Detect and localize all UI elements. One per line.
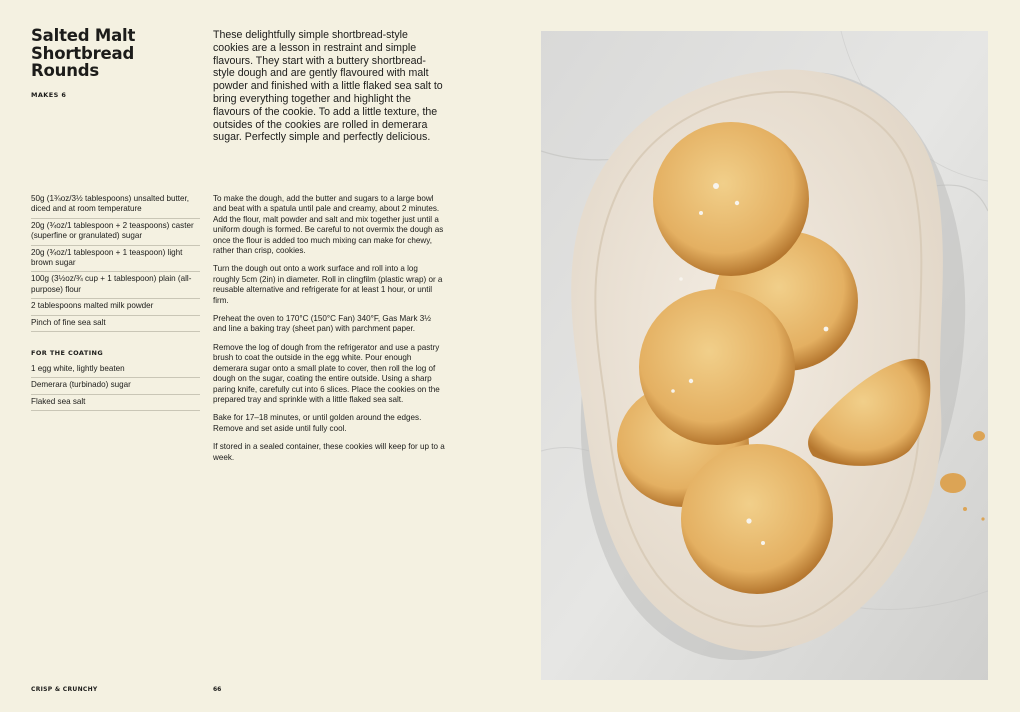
ingredient-item: 20g (¾oz/1 tablespoon + 1 teaspoon) light brown sugar (31, 246, 200, 273)
cookie (653, 122, 809, 276)
sea-salt-flake (689, 379, 693, 383)
sea-salt-flake (761, 541, 765, 545)
method-step: If stored in a sealed container, these cookies will keep for up to a week. (213, 442, 445, 462)
recipe-intro: These delightfully simple shortbread-style cookies are a lesson in restraint and simple flavours. They start with a buttery shortbread-style dough and are gently flavoured with malt powder and finished with a little flaked sea salt to bring everything together and highlight the flavours of the cookie. To add a little texture, the outsides of the cookies are rolled in demerara sugar. Perfectly simple and perfectly delicious. (213, 29, 443, 144)
recipe-yield: MAKES 6 (31, 91, 67, 99)
ingredient-item: 20g (¾oz/1 tablespoon + 2 teaspoons) caster (superfine or granulated) sugar (31, 219, 200, 246)
cookie-photo (541, 31, 988, 680)
page-number: 66 (213, 686, 222, 693)
sea-salt-flake (824, 327, 829, 332)
sea-salt-flake (671, 389, 675, 393)
recipe-title: Salted Malt Shortbread Rounds (31, 26, 136, 80)
sea-salt-flake (746, 518, 751, 523)
coating-item: Demerara (turbinado) sugar (31, 378, 200, 394)
cookie (639, 289, 795, 445)
method-step: Turn the dough out onto a work surface and roll into a log roughly 5cm (2in) in diameter. Roll in clingfilm (plastic wrap) or a reusable alternative and refrigerate for at least 1 hour, or until firm. (213, 264, 443, 305)
cookie-crumb (940, 473, 966, 493)
ingredient-item: 50g (1¾oz/3½ tablespoons) unsalted butter, diced and at room temperature (31, 192, 200, 219)
cookie-crumb (973, 431, 985, 441)
sea-salt-flake (699, 211, 703, 215)
ingredient-item: Pinch of fine sea salt (31, 316, 200, 332)
cookie-crumb (963, 507, 967, 511)
footer-section: CRISP & CRUNCHY (31, 686, 98, 693)
method-steps (213, 194, 445, 471)
sea-salt-flake (713, 183, 719, 189)
coating-item: Flaked sea salt (31, 395, 200, 411)
cookie (681, 444, 833, 594)
cookie-crumb (981, 517, 984, 520)
sea-salt-flake (679, 277, 683, 281)
ingredient-item: 100g (3½oz/¾ cup + 1 tablespoon) plain (all-purpose) flour (31, 272, 200, 299)
method-step: To make the dough, add the butter and sugars to a large bowl and beat with a spatula until pale and creamy, about 2 minutes. Add the flour, malt powder and salt and mix together just until a uniform dough is formed. Be careful to not overmix the dough as once the flour is added too much mixing can make for chewy, rather than crisp, cookies. (213, 194, 444, 256)
method-step: Preheat the oven to 170°C (150°C Fan) 340°F, Gas Mark 3½ and line a baking tray (sheet pan) with parchment paper. (213, 314, 432, 334)
coating-heading: FOR THE COATING (31, 349, 104, 358)
coating-item: 1 egg white, lightly beaten (31, 362, 200, 378)
ingredients-list (31, 192, 200, 411)
method-step: Bake for 17–18 minutes, or until golden around the edges. Remove and set aside until fully cool. (213, 413, 422, 433)
ingredient-item: 2 tablespoons malted milk powder (31, 299, 200, 315)
method-step: Remove the log of dough from the refrigerator and use a pastry brush to coat the outside in the egg white. Pour enough demerara sugar onto a small plate to cover, then roll the log of dough on the sugar, coating the entire outside. Using a sharp paring knife, carefully cut into 6 slices. Place the cookies on the prepared tray and sprinkle with a little flaked sea salt. (213, 342, 440, 404)
sea-salt-flake (735, 201, 739, 205)
